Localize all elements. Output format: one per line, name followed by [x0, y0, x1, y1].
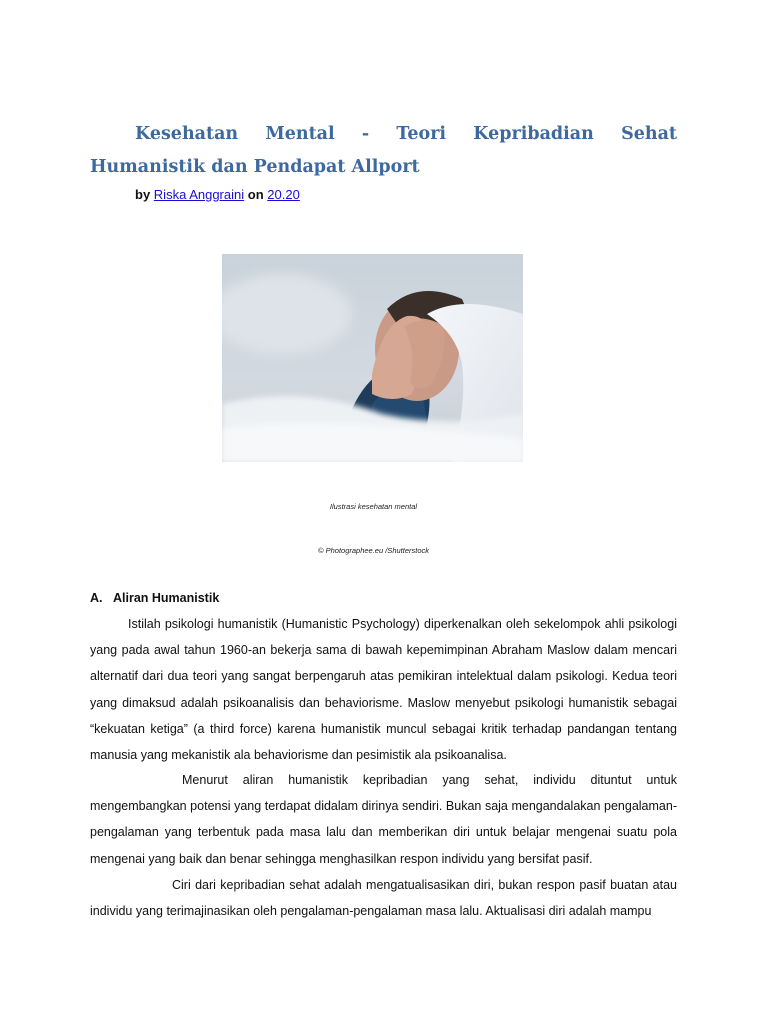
author-link[interactable]: Riska Anggraini [153, 187, 245, 202]
timestamp-link[interactable]: 20.20 [267, 187, 300, 202]
section-title: Aliran Humanistik [113, 591, 220, 605]
section-heading [90, 591, 219, 605]
figure-caption: Ilustrasi kesehatan mental [329, 502, 418, 511]
section-number: A. [90, 591, 103, 605]
paragraph: Istilah psikologi humanistik (Humanistic Psychology) diperkenalkan oleh sekelompok ahli psikologi yang pada awal tahun 1960-an bekerja sama di bawah kepemimpinan Abraham Maslow dalam mencari alternatif dari dua teori yang sangat berpengaruh atas pemikiran intelektual dalam psikologi. Kedua teori yang dimaksud adalah psikoanalisis dan behaviorisme. Maslow menyebut psikologi humanistik sebagai “kekuatan ketiga” (a third force) karena humanistik muncul sebagai kritik terhadap pandangan tentang manusia yang mekanistik ala behaviorisme dan pesimistik ala psikoanalisa. [90, 617, 677, 763]
figure-credit: © Photographee.eu /Shutterstock [317, 546, 429, 555]
byline-mid: on [247, 187, 264, 202]
byline [135, 187, 300, 202]
paragraph: Ciri dari kepribadian sehat adalah mengatualisasikan diri, bukan respon pasif buatan atau individu yang terimajinasikan oleh pengalaman-pengalaman masa lalu. Aktualisasi diri adalah mampu [90, 878, 677, 919]
paragraph: Menurut aliran humanistik kepribadian yang sehat, individu dituntut untuk mengembangkan potensi yang terdapat didalam dirinya sendiri. Bukan saja mengandalakan pengalaman-pengalaman yang terbentuk pada masa lalu dan memberikan diri untuk belajar mengenai suatu pola mengenai yang baik dan benar sehingga menghasilkan respon individu yang bersifat pasif. [90, 773, 677, 866]
man-covering-face-image [222, 254, 523, 462]
article-title: Kesehatan Mental - Teori Kepribadian Sehat Humanistik dan Pendapat Allport [90, 124, 677, 177]
byline-prefix: by [135, 187, 151, 202]
illustration-photo [222, 254, 523, 462]
